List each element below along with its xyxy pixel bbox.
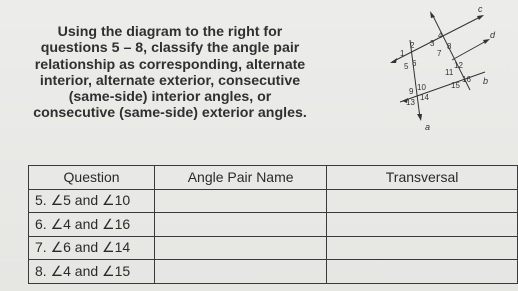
angle-5: 5 — [404, 62, 409, 71]
angle-15: 15 — [451, 81, 460, 90]
angle-pair-name-cell[interactable] — [155, 236, 327, 260]
transversal-cell[interactable] — [327, 189, 518, 213]
question-cell: 6. ∠4 and ∠16 — [29, 213, 155, 237]
angle-2: 2 — [410, 41, 415, 50]
table-row — [29, 213, 518, 237]
transversal-cell[interactable] — [327, 260, 518, 284]
header-angle-pair-name: Angle Pair Name — [155, 166, 327, 190]
header-transversal: Transversal — [327, 166, 518, 190]
label-d: d — [490, 30, 496, 40]
angle-pair-name-cell[interactable] — [155, 189, 327, 213]
header-question: Question — [29, 166, 155, 190]
transversal-cell[interactable] — [327, 236, 518, 260]
line-c-arrow-icon — [477, 15, 484, 20]
question-cell: 8. ∠4 and ∠15 — [29, 260, 155, 284]
angle-8: 8 — [447, 42, 452, 51]
line-d-arrow-icon — [417, 114, 422, 121]
angle-3: 3 — [430, 39, 435, 48]
angle-4: 4 — [438, 31, 443, 40]
line-d-extension — [452, 40, 488, 60]
angle-7: 7 — [437, 49, 442, 58]
angle-6: 6 — [412, 59, 417, 68]
angle-1: 1 — [400, 49, 405, 58]
table-header-row — [29, 166, 518, 190]
label-a: a — [425, 122, 431, 132]
angle-9: 9 — [409, 87, 414, 96]
table-row — [29, 260, 518, 284]
angle-pair-name-cell[interactable] — [155, 213, 327, 237]
angle-pair-table — [28, 165, 518, 284]
line-c-arrow-left-icon — [390, 58, 397, 63]
parallel-lines-diagram — [350, 2, 518, 142]
label-b: b — [483, 76, 489, 86]
table-row — [29, 236, 518, 260]
label-c: c — [478, 4, 483, 14]
angle-11: 11 — [445, 68, 454, 77]
table-row — [29, 189, 518, 213]
question-cell: 7. ∠6 and ∠14 — [29, 236, 155, 260]
instructions-text: Using the diagram to the right for questions 5 – 8, classify the angle pair relationship as corresponding, alternate interior, alternate exterior, consecutive (same-side) interior angles, or consecutive (same-side) exterior angles. — [33, 24, 307, 122]
angle-16: 16 — [462, 75, 471, 84]
angle-13: 13 — [406, 98, 415, 107]
line-d-ext-arrow-icon — [483, 39, 490, 44]
angle-10: 10 — [417, 83, 426, 92]
angle-12: 12 — [454, 61, 463, 70]
line-a-arrow-icon — [430, 11, 435, 18]
transversal-cell[interactable] — [327, 213, 518, 237]
angle-pair-name-cell[interactable] — [155, 260, 327, 284]
question-cell: 5. ∠5 and ∠10 — [29, 189, 155, 213]
angle-14: 14 — [420, 93, 429, 102]
